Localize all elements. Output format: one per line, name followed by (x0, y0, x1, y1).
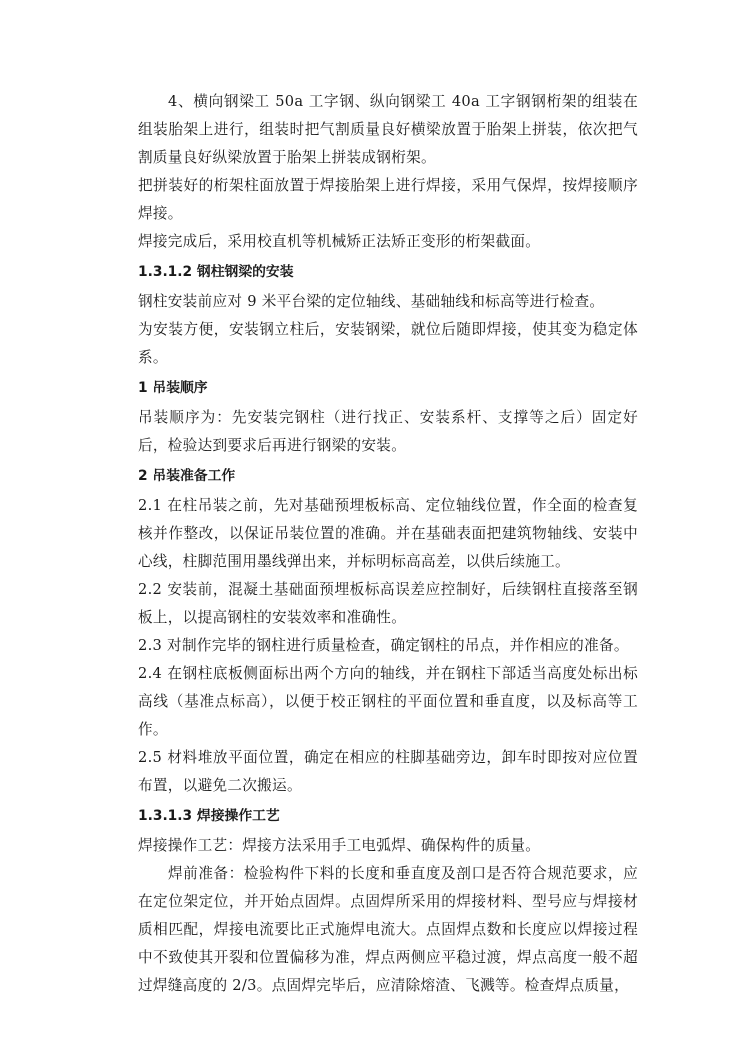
heading-lifting-sequence: 1 吊装顺序 (138, 380, 208, 396)
paragraph-welding-method: 焊接操作工艺：焊接方法采用手工电弧焊、确保构件的质量。 (138, 837, 541, 854)
paragraph-pre-weld-prep: 焊前准备：检验构件下料的长度和垂直度及剖口是否符合规范要求，应在定位架定位，并开始点固焊。点固焊所采用的焊接材料、型号应与焊接材质相匹配，焊接电流要比正式施焊电流大。点固焊点数和长度应以焊接过程中不致使其开裂和位置偏移为准，焊点两侧应平稳过渡，焊点高度一般不超过焊缝高度的 2/3。点固焊完毕后，应清除熔渣、飞溅等。检查焊点质量， (138, 865, 638, 994)
paragraph-prep-2-4: 2.4 在钢柱底板侧面标出两个方向的轴线，并在钢柱下部适当高度处标出标高线（基准点标高），以便于校正钢柱的平面位置和垂直度，以及标高等工作。 (138, 665, 638, 738)
document-body (138, 88, 638, 1000)
heading-welding-process: 1.3.1.3 焊接操作工艺 (138, 808, 280, 824)
paragraph-truss-assembly: 4、横向钢梁工 50a 工字钢、纵向钢梁工 40a 工字钢钢桁架的组装在组装胎架上进行，组装时把气割质量良好横梁放置于胎架上拼装，依次把气割质量良好纵梁放置于胎架上拼装成钢桁架。 (138, 93, 638, 166)
heading-steel-column-beam-install: 1.3.1.2 钢柱钢梁的安装 (138, 264, 294, 280)
paragraph-prep-2-1: 2.1 在柱吊装之前，先对基础预埋板标高、定位轴线位置，作全面的检查复核并作整改，以保证吊装位置的准确。并在基础表面把建筑物轴线、安装中心线，柱脚范围用墨线弹出来，并标明标高高差，以供后续施工。 (138, 497, 638, 570)
heading-lifting-preparation: 2 吊装准备工作 (138, 468, 236, 484)
paragraph-truss-welding: 把拼装好的桁架柱面放置于焊接胎架上进行焊接，采用气保焊，按焊接顺序焊接。 (138, 177, 638, 222)
paragraph-prep-2-2: 2.2 安装前，混凝土基础面预埋板标高误差应控制好，后续钢柱直接落至钢板上，以提高钢柱的安装效率和准确性。 (138, 581, 638, 626)
paragraph-pre-install-check: 钢柱安装前应对 9 米平台梁的定位轴线、基础轴线和标高等进行检查。 (138, 293, 605, 310)
paragraph-straightening: 焊接完成后，采用校直机等机械矫正法矫正变形的桁架截面。 (138, 233, 541, 250)
paragraph-prep-2-3: 2.3 对制作完毕的钢柱进行质量检查，确定钢柱的吊点，并作相应的准备。 (138, 637, 629, 654)
paragraph-prep-2-5: 2.5 材料堆放平面位置，确定在相应的柱脚基础旁边，卸车时即按对应位置布置，以避免二次搬运。 (138, 749, 638, 794)
paragraph-lifting-sequence: 吊装顺序为：先安装完钢柱（进行找正、安装系杆、支撑等之后）固定好后，检验达到要求后再进行钢梁的安装。 (138, 409, 638, 454)
paragraph-install-method: 为安装方便，安装钢立柱后，安装钢梁，就位后随即焊接，使其变为稳定体系。 (138, 321, 638, 366)
